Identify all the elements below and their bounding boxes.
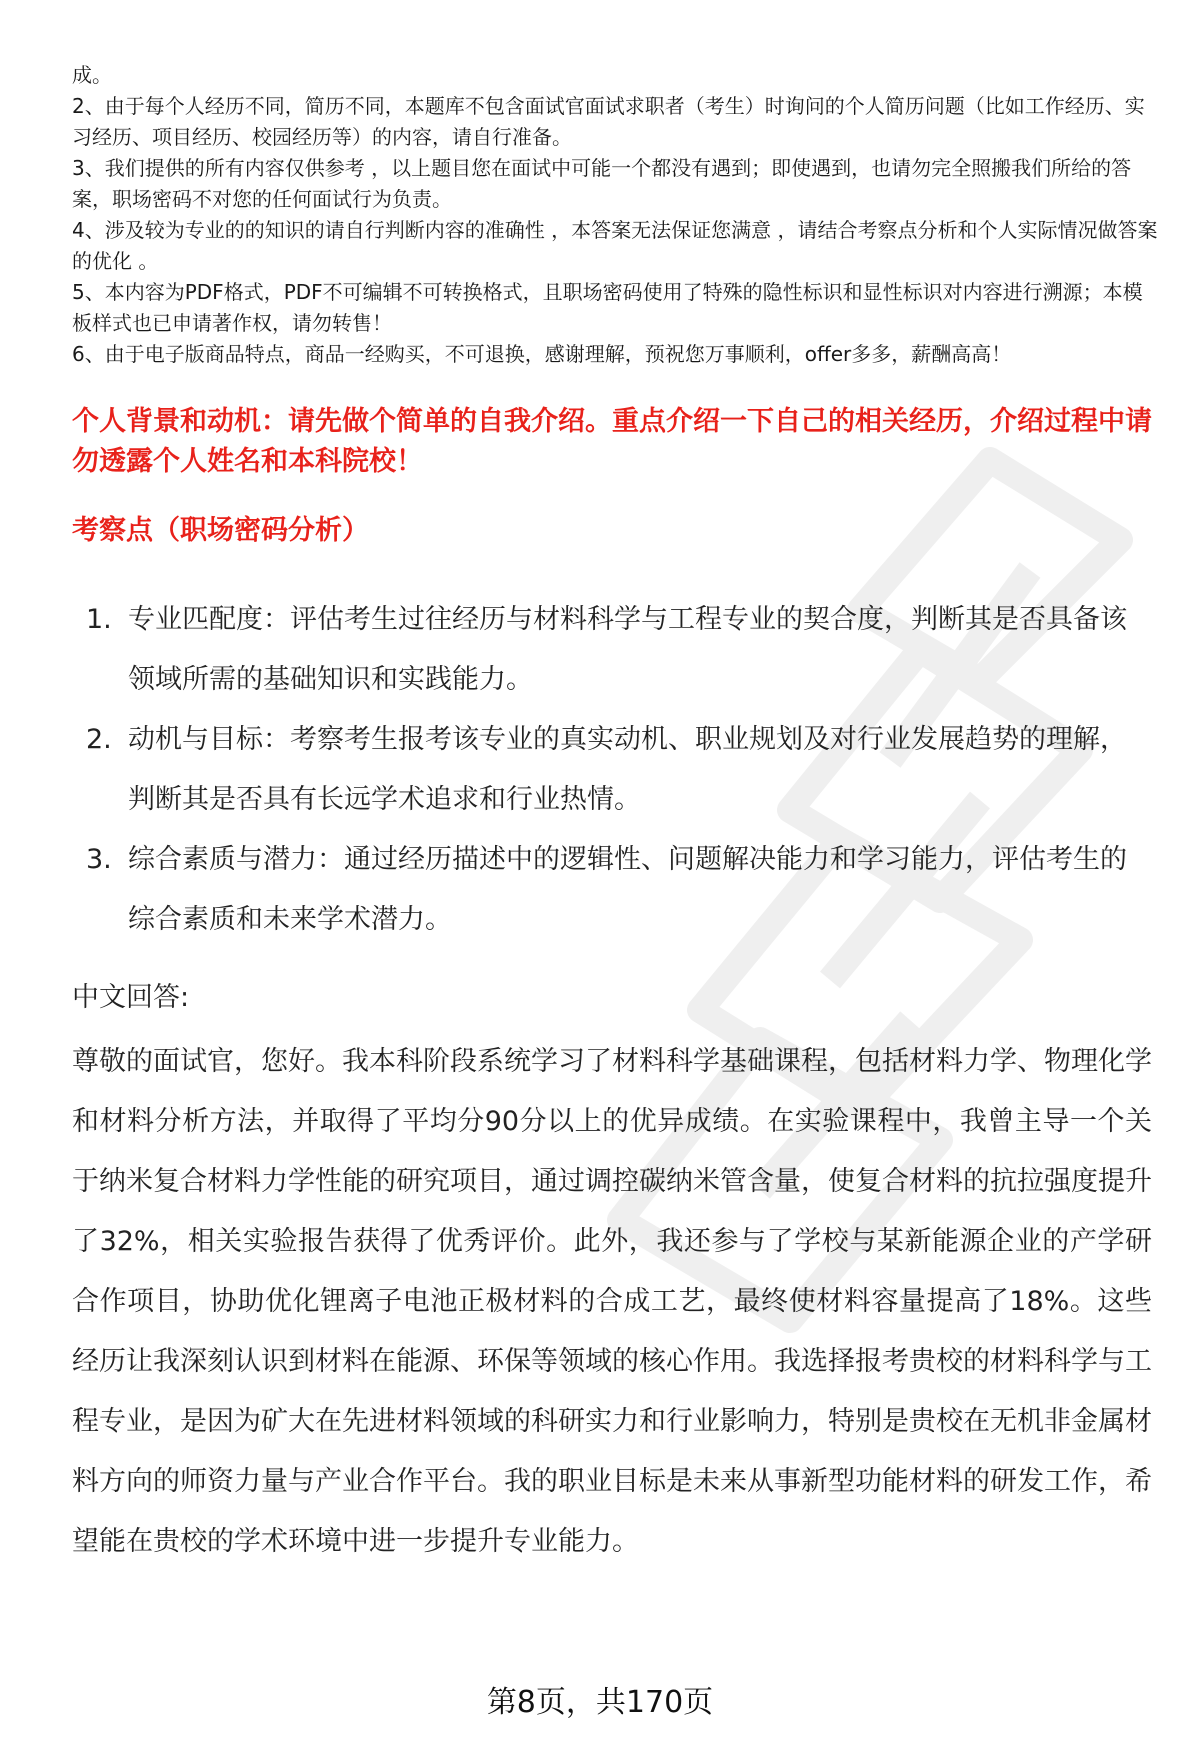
note-line: 3、我们提供的所有内容仅供参考 ，以上题目您在面试中可能一个都没有遇到；即使遇到，也请勿完全照搬我们所给的答案，职场密码不对您的任何面试行为负责。 xyxy=(72,156,1132,211)
list-item-number: 1. xyxy=(86,604,112,635)
note-line: 4、涉及较为专业的的知识的请自行判断内容的准确性 ，本答案无法保证您满意 ，请结合考察点分析和个人实际情况做答案的优化 。 xyxy=(72,218,1158,273)
note-line: 2、由于每个人经历不同，简历不同，本题库不包含面试官面试求职者（考生）时询问的个人简历问题（比如工作经历、实习经历、项目经历、校园经历等）的内容，请自行准备。 xyxy=(72,94,1145,149)
list-item-number: 2. xyxy=(86,724,112,755)
list-item xyxy=(72,710,1152,830)
disclaimer-notes xyxy=(72,60,1162,370)
note-line: 6、由于电子版商品特点，商品一经购买，不可退换，感谢理解，预祝您万事顺利，offer多多，薪酬高高！ xyxy=(72,342,1012,366)
question-title: 个人背景和动机：请先做个简单的自我介绍。重点介绍一下自己的相关经历，介绍过程中请勿透露个人姓名和本科院校！ xyxy=(72,406,1152,477)
answer-body: 尊敬的面试官，您好。我本科阶段系统学习了材料科学基础课程，包括材料力学、物理化学和材料分析方法，并取得了平均分90分以上的优异成绩。在实验课程中，我曾主导一个关于纳米复合材料力学性能的研究项目，通过调控碳纳米管含量，使复合材料的抗拉强度提升了32%，相关实验报告获得了优秀评价。此外，我还参与了学校与某新能源企业的产学研合作项目，协助优化锂离子电池正极材料的合成工艺，最终使材料容量提高了18%。这些经历让我深刻认识到材料在能源、环保等领域的核心作用。我选择报考贵校的材料科学与工程专业，是因为矿大在先进材料领域的科研实力和行业影响力，特别是贵校在无机非金属材料方向的师资力量与产业合作平台。我的职业目标是未来从事新型功能材料的研发工作，希望能在贵校的学术环境中进一步提升专业能力。 xyxy=(72,1046,1152,1557)
analysis-heading: 考察点（职场密码分析） xyxy=(72,515,369,546)
page-number: 第8页，共170页 xyxy=(486,1685,714,1720)
note-line: 成。 xyxy=(72,63,112,87)
answer-label: 中文回答: xyxy=(72,982,190,1013)
list-item-text: 专业匹配度：评估考生过往经历与材料科学与工程专业的契合度，判断其是否具备该领域所需的基础知识和实践能力。 xyxy=(128,604,1127,695)
analysis-points-list xyxy=(72,590,1152,950)
note-line: 5、本内容为PDF格式，PDF不可编辑不可转换格式，且职场密码使用了特殊的隐性标识和显性标识对内容进行溯源；本模板样式也已申请著作权，请勿转售！ xyxy=(72,280,1143,335)
list-item-number: 3. xyxy=(86,844,112,875)
list-item-text: 动机与目标：考察考生报考该专业的真实动机、职业规划及对行业发展趋势的理解，判断其是否具有长远学术追求和行业热情。 xyxy=(128,724,1127,815)
list-item xyxy=(72,830,1152,950)
list-item-text: 综合素质与潜力：通过经历描述中的逻辑性、问题解决能力和学习能力，评估考生的综合素质和未来学术潜力。 xyxy=(128,844,1127,935)
list-item xyxy=(72,590,1152,710)
